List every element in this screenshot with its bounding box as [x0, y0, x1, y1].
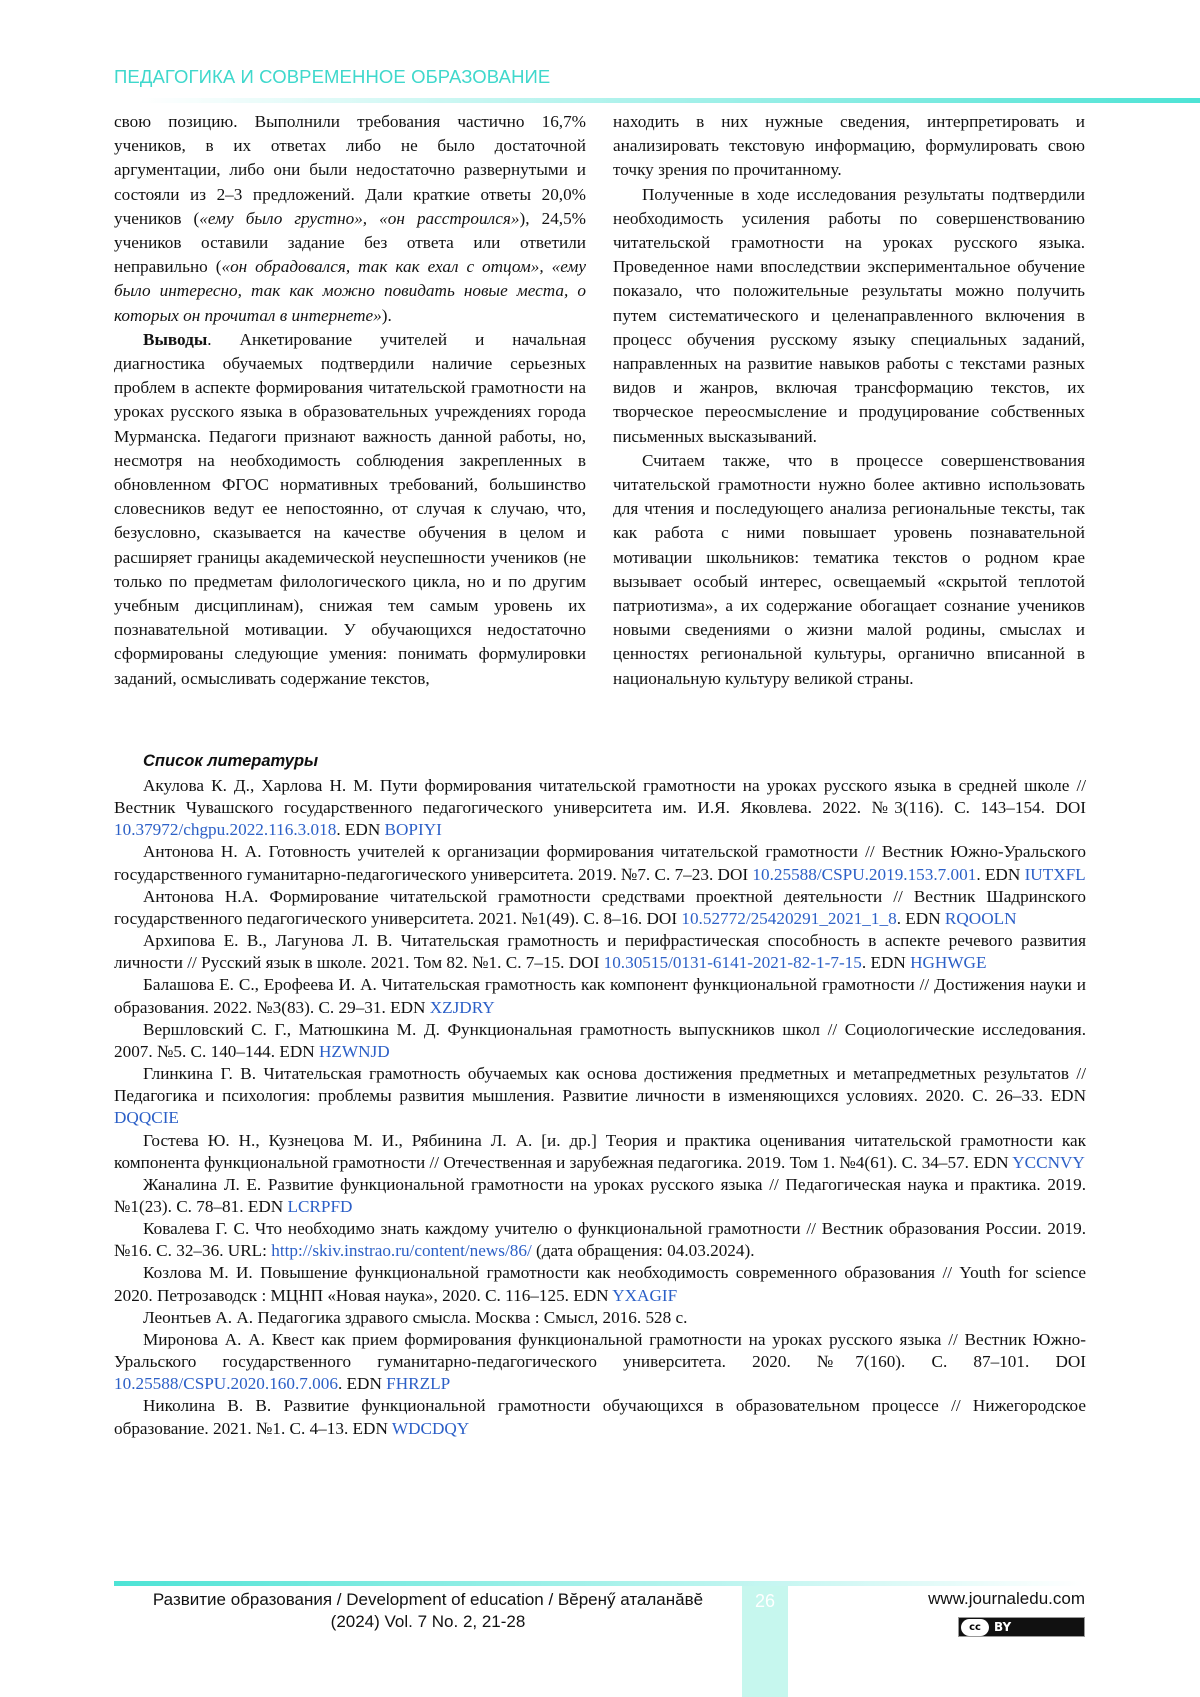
- references-list: [114, 775, 1086, 1440]
- reference-link[interactable]: http://skiv.instrao.ru/content/news/86/: [271, 1241, 532, 1260]
- reference-link[interactable]: 10.52772/25420291_2021_1_8: [681, 909, 896, 928]
- reference-item: [114, 1395, 1086, 1439]
- paragraph: [114, 110, 586, 328]
- paragraph: Считаем также, что в процессе совершенствования читательской грамотности нужно более активно использовать для чтения и последующего анализа региональные тексты, так как работа с ними повышает уровень познавательной мотивации школьников: тематика текстов о родном крае вызывает особый интерес, освещаемый «скрытой теплотой патриотизма», а их содержание обогащает сознание учеников новыми сведениями о жизни малой родины, смыслах и ценностях региональной культуры, органично вписанной в национальную культуру великой страны.: [613, 449, 1085, 691]
- reference-link[interactable]: RQOOLN: [945, 909, 1017, 928]
- italic-quote: «он обрадовался, так как ехал с отцом», «ему было интересно, так как можно повидать новые места, о которых он прочитал в интернете»: [114, 257, 586, 324]
- italic-quote: «ему было грустно», «он расстроился»: [199, 209, 519, 228]
- header-divider: [140, 98, 1200, 103]
- text-run: свою позицию. Выполнили требования частично 16,7% учеников, в их ответах либо не было достаточной аргументации, либо они были недостаточно развернутыми и состояли из 2–3 предложений. Дали краткие ответы 20,0% учеников (: [114, 112, 586, 228]
- text-run: . EDN: [976, 865, 1024, 884]
- text-run: Николина В. В. Развитие функциональной грамотности обучающихся в образовательном процессе // Нижегородское образование. 2021. №1. С. 4–13. EDN: [114, 1396, 1086, 1437]
- text-run: Жаналина Л. Е. Развитие функциональной грамотности на уроках русского языка // Педагогическая наука и практика. 2019. №1(23). С. 78–81. EDN: [114, 1175, 1086, 1216]
- reference-item: [114, 886, 1086, 930]
- text-run: Балашова Е. С., Ерофеева И. А. Читательская грамотность как компонент функциональной грамотности // Достижения науки и образования. 2022. №3(83). С. 29–31. EDN: [114, 975, 1086, 1016]
- reference-link[interactable]: DQQCIE: [114, 1108, 179, 1127]
- reference-link[interactable]: LCRPFD: [287, 1197, 352, 1216]
- footer-citation: [126, 1589, 730, 1633]
- reference-item: [114, 930, 1086, 974]
- reference-link[interactable]: 10.25588/CSPU.2020.160.7.006: [114, 1374, 338, 1393]
- reference-link[interactable]: 10.25588/CSPU.2019.153.7.001: [752, 865, 976, 884]
- reference-link[interactable]: XZJDRY: [430, 998, 495, 1017]
- text-run: Акулова К. Д., Харлова Н. М. Пути формирования читательской грамотности на уроках русского языка в средней школе // Вестник Чувашского государственного педагогического университета им. И.Я. Яковлева. 2022. №3(116). С. 143–154. DOI: [114, 776, 1086, 817]
- left-column: [114, 110, 586, 691]
- footer-volume: (2024) Vol. 7 No. 2, 21-28: [126, 1611, 730, 1633]
- paragraph: Полученные в ходе исследования результаты подтвердили необходимость усиления работы по совершенствованию читательской грамотности на уроках русского языка. Проведенное нами впоследствии экспериментальное обучение показало, что положительные результаты можно получить путем систематического и целенаправленного включения в процесс обучения русскому языку специальных заданий, направленных на развитие навыков работы с текстами разных видов и жанров, включая трансформацию текстов, их творческое переосмысление и продуцирование собственных письменных высказываний.: [613, 183, 1085, 449]
- reference-link[interactable]: WDCDQY: [392, 1419, 469, 1438]
- text-run: ).: [382, 306, 392, 325]
- text-run: Ковалева Г. С. Что необходимо знать каждому учителю о функциональной грамотности // Вестник образования России. 2019. №16. С. 32–36. URL:: [114, 1219, 1086, 1260]
- text-run: . EDN: [897, 909, 945, 928]
- text-run: . EDN: [338, 1374, 386, 1393]
- reference-link[interactable]: 10.37972/chgpu.2022.116.3.018: [114, 820, 336, 839]
- bold-term: Выводы: [143, 330, 207, 349]
- by-label: BY: [994, 1620, 1011, 1634]
- reference-item: [114, 1307, 1086, 1329]
- right-column: [613, 110, 1085, 691]
- reference-item: [114, 1262, 1086, 1306]
- conclusions-paragraph: [114, 328, 586, 691]
- text-run: (дата обращения: 04.03.2024).: [532, 1241, 755, 1260]
- reference-link[interactable]: IUTXFL: [1025, 865, 1086, 884]
- footer-journal-name: Развитие образования / Development of education / Вĕренӳ аталанăвĕ: [126, 1589, 730, 1611]
- footer-divider: [114, 1581, 1084, 1586]
- reference-item: [114, 1019, 1086, 1063]
- text-run: Вершловский С. Г., Матюшкина М. Д. Функциональная грамотность выпускников школ // Социологические исследования. 2007. №5. С. 140–144. EDN: [114, 1020, 1086, 1061]
- reference-link[interactable]: FHRZLP: [386, 1374, 450, 1393]
- page-number: 26: [742, 1591, 788, 1612]
- text-run: Архипова Е. В., Лагунова Л. В. Читательская грамотность и перифрастическая способность в аспекте речевого развития личности // Русский язык в школе. 2021. Том 82. №1. С. 7–15. DOI: [114, 931, 1086, 972]
- reference-item: [114, 841, 1086, 885]
- cc-icon: cc: [961, 1619, 989, 1636]
- text-run: Глинкина Г. В. Читательская грамотность обучаемых как основа достижения предметных и метапредметных результатов // Педагогика и психология: проблемы развития мышления. Развитие личности в изменяющихся условиях. 2020. С. 26–33. EDN: [114, 1064, 1086, 1105]
- text-run: . EDN: [862, 953, 910, 972]
- reference-link[interactable]: HGHWGE: [910, 953, 986, 972]
- text-run: Козлова М. И. Повышение функциональной грамотности как необходимость современного образования // Youth for science 2020. Петрозаводск : МЦНП «Новая наука», 2020. С. 116–125. EDN: [114, 1263, 1086, 1304]
- references-title: Список литературы: [143, 752, 318, 771]
- reference-link[interactable]: HZWNJD: [319, 1042, 390, 1061]
- text-run: Гостева Ю. Н., Кузнецова М. И., Рябинина Л. А. [и. др.] Теория и практика оценивания читательской грамотности как компонента функциональной грамотности // Отечественная и зарубежная педагогика. 2019. Том 1. №4(61). С. 34–57. EDN: [114, 1131, 1086, 1172]
- reference-item: [114, 1218, 1086, 1262]
- reference-link[interactable]: YXAGIF: [612, 1286, 677, 1305]
- reference-link[interactable]: YCCNVY: [1012, 1153, 1085, 1172]
- journal-section-header: ПЕДАГОГИКА И СОВРЕМЕННОЕ ОБРАЗОВАНИЕ: [114, 66, 550, 88]
- reference-link[interactable]: 10.30515/0131-6141-2021-82-1-7-15: [604, 953, 862, 972]
- reference-item: [114, 974, 1086, 1018]
- website-link[interactable]: www.journaledu.com: [900, 1589, 1085, 1609]
- reference-item: [114, 1130, 1086, 1174]
- reference-item: [114, 775, 1086, 841]
- text-run: Антонова Н. А. Готовность учителей к организации формирования читательской грамотности // Вестник Южно-Уральского государственного гуманитарно-педагогического университета. 2019. №7. С. 7–23. DOI: [114, 842, 1086, 883]
- text-run: Антонова Н.А. Формирование читательской грамотности средствами проектной деятельности // Вестник Шадринского государственного педагогического университета. 2021. №1(49). С. 8–16. DOI: [114, 887, 1086, 928]
- cc-by-license-badge: [958, 1617, 1085, 1637]
- reference-item: [114, 1063, 1086, 1129]
- text-run: ), 24,5% учеников оставили задание без ответа или ответили неправильно (: [114, 209, 586, 276]
- reference-link[interactable]: BOPIYI: [385, 820, 442, 839]
- text-run: . EDN: [336, 820, 384, 839]
- paragraph: находить в них нужные сведения, интерпретировать и анализировать текстовую информацию, формулировать свою точку зрения по прочитанному.: [613, 110, 1085, 183]
- reference-item: [114, 1174, 1086, 1218]
- text-run: . Анкетирование учителей и начальная диагностика обучаемых подтвердили наличие серьезных проблем в аспекте формирования читательской грамотности на уроках русского языка в образовательных учреждениях города Мурманска. Педагоги признают важность данной работы, но, несмотря на необходимость соблюдения закрепленных в обновленном ФГОС нормативных требований, большинство словесников ведут ее непостоянно, от случая к случаю, что, безусловно, сказывается на качестве обучения в целом и расширяет границы академической неуспешности учеников (не только по предметам филологического цикла, но и по другим учебным дисциплинам), снижая тем самым уровень их познавательной мотивации. У обучающихся недостаточно сформированы следующие умения: понимать формулировки заданий, осмысливать содержание текстов,: [114, 330, 586, 688]
- text-run: Миронова А. А. Квест как прием формирования функциональной грамотности на уроках русского языка // Вестник Южно-Уральского государственного гуманитарно-педагогического университета. 2020. №7(160). С. 87–101. DOI: [114, 1330, 1086, 1371]
- text-run: Леонтьев А. А. Педагогика здравого смысла. Москва : Смысл, 2016. 528 с.: [143, 1308, 687, 1327]
- reference-item: [114, 1329, 1086, 1395]
- page-number-box: [742, 1586, 788, 1697]
